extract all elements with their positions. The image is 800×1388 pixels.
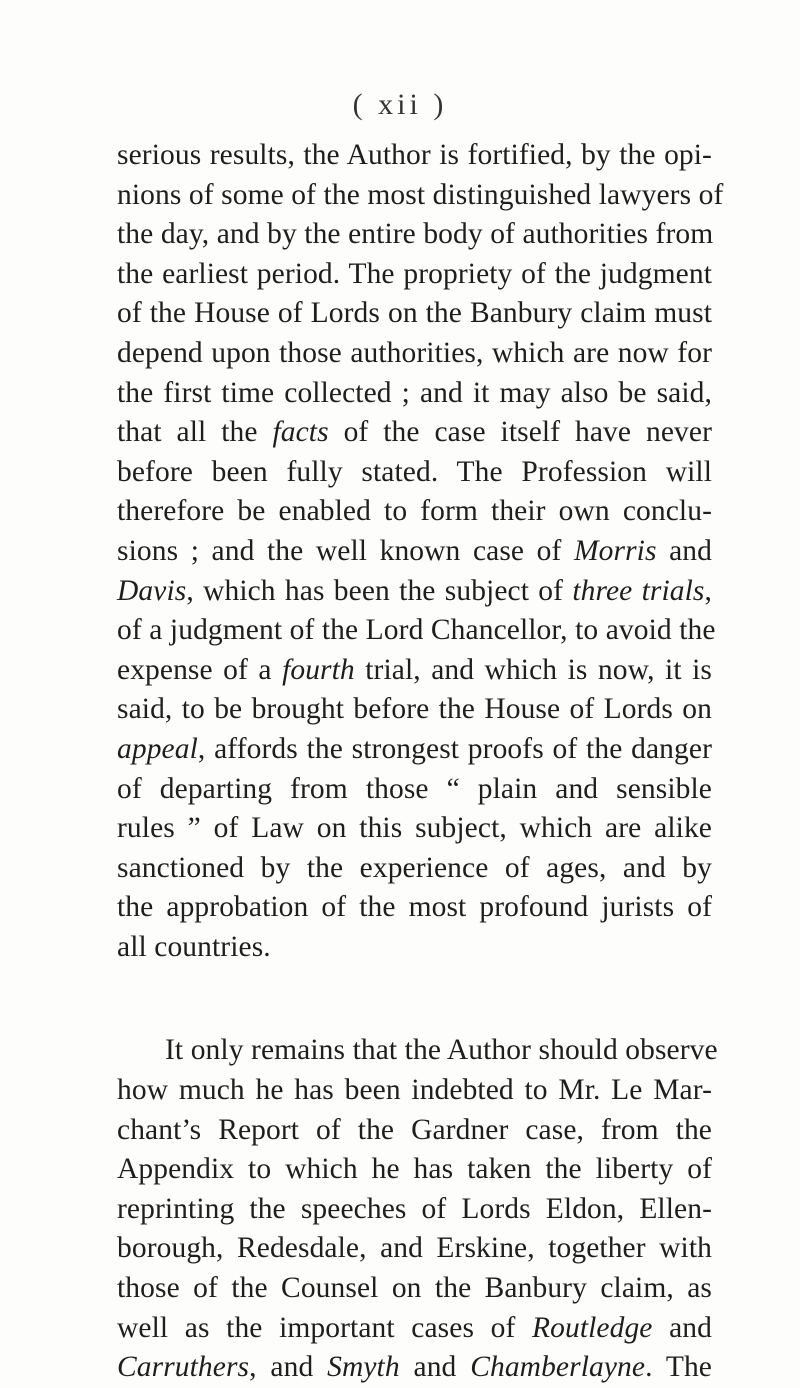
text-line [117,294,712,334]
text-line [117,572,712,612]
text-segment: trial, and which is now, it is [354,653,712,686]
text-segment: of the House of Lords on the Banbury claim must [117,297,712,330]
text-segment: depend upon those authorities, which are now for [117,336,712,369]
italic-text: Routledge [532,1311,653,1344]
text-segment: chant’s Report of the Gardner case, from the [117,1113,712,1146]
text-segment: before been fully stated. The Profession will [117,455,712,488]
text-segment: the first time collected ; and it may also be said, [117,376,712,409]
text-line [117,492,712,532]
text-segment: well as the important cases of [117,1311,532,1344]
text-segment: therefore be enabled to form their own conclu- [117,495,712,528]
text-line [117,532,712,572]
text-segment: those of the Counsel on the Banbury claim, as [117,1272,712,1305]
text-line [117,1309,712,1349]
text-segment: of the case itself have never [328,416,712,449]
text-line [117,730,712,770]
text-line [117,690,712,730]
text-line [117,453,712,493]
text-line [117,651,712,691]
text-line [117,255,712,295]
text-segment: It only remains that the Author should observe [165,1034,718,1067]
text-segment: nions of some of the most distinguished lawyers of [117,178,724,211]
page-number: ( xii ) [352,88,448,121]
text-segment: , which has been the subject of [186,574,573,607]
text-segment: and [399,1351,471,1384]
paragraph [117,1031,718,1387]
text-segment: of a judgment of the Lord Chancellor, to avoid the [117,614,716,647]
text-line [117,1190,712,1230]
text-line [117,1229,712,1269]
text-line [117,334,712,374]
paragraph-gap [117,967,712,1031]
text-segment: sions ; and the well known case of [117,534,574,567]
text-line [117,888,712,928]
text-segment: and [656,534,712,567]
paragraph [117,136,724,967]
text-segment: that all the [117,416,273,449]
text-segment: the day, and by the entire body of authorities from [117,218,714,251]
text-line [117,1071,712,1111]
text-segment: expense of a [117,653,283,686]
italic-text: Morris [573,534,657,567]
text-segment: Appendix to which he has taken the liberty of [117,1153,712,1186]
text-segment: of departing from those “ plain and sensible [117,772,712,805]
text-line [117,1111,712,1151]
italic-text: appeal [117,732,198,765]
text-segment: , affords the strongest proofs of the danger [197,732,712,765]
text-line [117,809,712,849]
italic-text: Davis [117,574,187,607]
text-segment: all countries. [117,930,271,963]
italic-text: Carruthers [117,1351,250,1384]
text-segment: the approbation of the most profound jurists of [117,891,712,924]
text-segment: reprinting the speeches of Lords Eldon, Ellen- [117,1192,712,1225]
text-segment: , and [249,1351,328,1384]
text-line [117,136,712,176]
text-line [117,413,712,453]
text-segment: rules ” of Law on this subject, which are alike [117,812,712,845]
text-segment: sanctioned by the experience of ages, and by [117,851,712,884]
text-line [117,374,712,414]
text-line [117,176,724,216]
italic-text: three trials [572,574,705,607]
text-line [117,770,712,810]
text-segment: said, to be brought before the House of Lords on [117,693,712,726]
text-segment: borough, Redesdale, and Erskine, together with [117,1232,712,1265]
italic-text: Chamberlayne [470,1351,646,1384]
text-line [117,215,712,255]
text-segment: . The [645,1351,712,1384]
body-text [117,136,724,1388]
italic-text: Smyth [327,1351,400,1384]
text-line [117,611,716,651]
text-segment: and [652,1311,712,1344]
text-segment: serious results, the Author is fortified, by the opi- [117,139,712,171]
text-segment: the earliest period. The propriety of the judgment [117,257,712,290]
text-segment: , [704,574,712,607]
text-line [117,1150,712,1190]
text-segment: how much he has been indebted to Mr. Le Mar- [117,1074,712,1107]
text-line [117,1348,712,1388]
text-line [117,1269,712,1309]
italic-text: facts [272,416,329,449]
text-line [117,849,712,889]
text-line [117,1031,718,1071]
italic-text: fourth [282,653,355,686]
text-line [117,928,712,968]
